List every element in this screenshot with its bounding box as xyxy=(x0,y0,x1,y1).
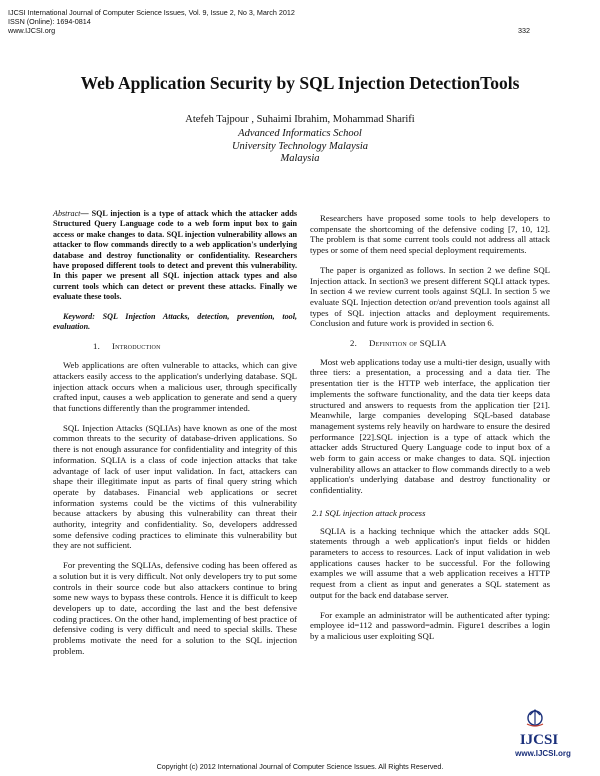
abstract-text: — SQL injection is a type of attack which the attacker adds Structured Query Language code to a web form input box to gain access or make changes to data. SQL injection vulnerability allows an attacker to flow commands directly to a web application's underlying database and destroy functionality or confidentiality. Researchers have proposed different tools to detect and prevent this vulnerability. In this paper we present all SQL injection attack types and also current tools which can detect or prevent these attacks. Finally we evaluate these tools. xyxy=(53,209,297,302)
body-paragraph: For preventing the SQLIAs, defensive coding has been offered as a solution but it is very difficult. Not only developers try to put some controls in their source code but also attackers continue to bring some new ways to bypass these controls. Hence it is difficult to keep developers up to date, according the last and the best defensive coding practices. On the other hand, implementing of best practice of defensive coding is very difficult and need to special skills. These problems motivate the need for a solution to the SQL injection problem. xyxy=(53,560,297,656)
affiliation-line: University Technology Malaysia xyxy=(231,140,369,152)
body-paragraph: Researchers have proposed some tools to help developers to compensate the shortcoming of the defensive coding [7, 10, 12]. The problem is that some current tools could not address all attack types or some of them need special deployment requirements. xyxy=(310,213,550,256)
body-paragraph: Most web applications today use a multi-tier design, usually with three tiers: a presentation, a processing and a data tier. The presentation tier is the HTTP web interface, the application tier implements the software functionality, and the data tier keeps data structured and answers to requests from the application tier [21]. Meanwhile, large companies developing SQL-based database management systems rely heavily on hardware to ensure the desired performance [22].SQL injection is a type of attack which the attacker adds Structured Query Language code to input box of a web form to gain access or make changes to data. SQL injection vulnerability allows an attacker to flow commands directly to a web application's underlying database and destroy functionality or confidentiality. xyxy=(310,356,550,496)
journal-url[interactable]: www.IJCSI.org xyxy=(8,26,56,36)
left-column xyxy=(53,209,297,665)
author-affiliation xyxy=(0,128,600,166)
affiliation-line: Malaysia xyxy=(280,153,320,164)
abstract xyxy=(53,209,297,303)
body-paragraph: Web applications are often vulnerable to attacks, which can give attackers easily access to the application's underlying database. SQL injection attack occurs when a malicious user, through specifically crafted input, causes a web application to generate and send a query that functions differently than the programmer intended. xyxy=(53,360,297,413)
right-column xyxy=(310,213,550,651)
subsection-heading: 2.1 SQL injection attack process xyxy=(312,507,426,518)
paper-title: Web Application Security by SQL Injection DetectionTools xyxy=(80,73,520,93)
body-paragraph: SQL Injection Attacks (SQLIAs) have known as one of the most common threats to the security of database-driven applications. So there is not enough assurance for confidentiality and integrity of this information. SQLIA is a class of code injection attacks that take advantage of lack of user input validation. In fact, attackers can shape their illegitimate input as parts of final query string which operate by databases. Financial web applications or secret information systems could be the victims of this vulnerability because attackers by abusing this vulnerability can threat their authority, integrity and confidentiality. So, developers addressed some defensive coding practices to eliminate this vulnerability but they are not sufficient. xyxy=(53,422,297,551)
journal-header xyxy=(8,8,295,36)
logo-url: www.IJCSI.org xyxy=(515,749,571,758)
issn: ISSN (Online): 1694-0814 xyxy=(8,17,91,27)
paper-authors: Atefeh Tajpour , Suhaimi Ibrahim, Mohammad Sharifi xyxy=(185,114,415,125)
section-heading: 2. Definition of SQLIA xyxy=(350,338,447,349)
page-number: 332 xyxy=(518,26,530,35)
logo-text: IJCSI xyxy=(519,732,559,748)
body-paragraph: The paper is organized as follows. In section 2 we define SQL Injection attack. In section3 we present different SQLI attack types. In section 4 we review current tools against SQLI. In section 5 we evaluate SQL Injection detection or/and prevention tools against all types of SQL injection attacks and deployment requirements. Conclusion and future work is provided in section 6. xyxy=(310,264,550,329)
abstract-label: Abstract xyxy=(53,209,81,218)
ijcsi-logo xyxy=(513,706,571,764)
journal-name: IJCSI International Journal of Computer Science Issues, Vol. 9, Issue 2, No 3, March 2012 xyxy=(8,8,295,17)
copyright-footer: Copyright (c) 2012 International Journal of Computer Science Issues. All Rights Reserved. xyxy=(156,762,444,771)
body-paragraph: For example an administrator will be authenticated after typing: employee id=112 and password=admin. Figure1 describes a login by a malicious user exploiting SQL xyxy=(310,609,550,641)
section-heading: 1. Introduction xyxy=(93,341,161,352)
affiliation-line: Advanced Informatics School xyxy=(238,128,362,139)
body-paragraph: SQLIA is a hacking technique which the attacker adds SQL statements through a web application's input fields or hidden parameters to access to resources. Lack of input validation in web applications causes hacker to be successful. For the following examples we will assume that a web application receives a HTTP request from a client as input and generates a SQL statement as output for the back end database server. xyxy=(310,525,550,600)
keywords: Keyword: SQL Injection Attacks, detection, prevention, tool, evaluation. xyxy=(53,311,297,332)
